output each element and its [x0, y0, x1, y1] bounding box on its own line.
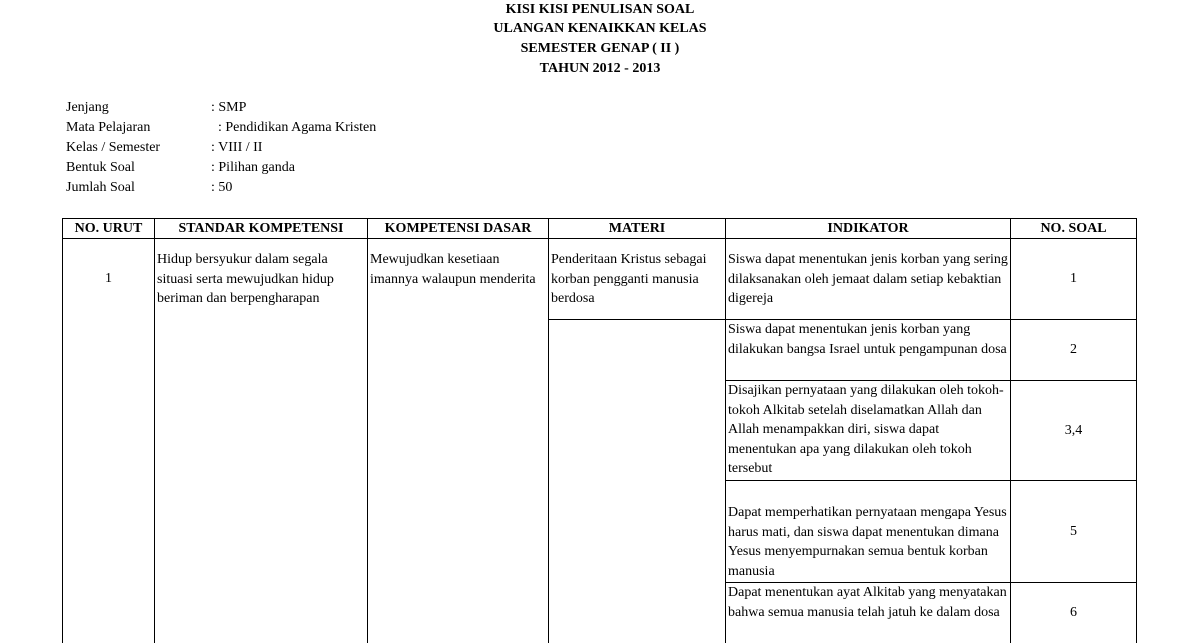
- cell-indikator: Siswa dapat menentukan jenis korban yang dilakukan bangsa Israel untuk pengampunan dosa: [726, 320, 1011, 381]
- info-value: : 50: [211, 180, 233, 195]
- info-label: Mata Pelajaran: [66, 120, 151, 135]
- info-value: : VIII / II: [211, 140, 263, 155]
- table-header-row: [63, 219, 1137, 239]
- info-label: Jumlah Soal: [66, 180, 135, 195]
- cell-no-soal: 5: [1011, 481, 1137, 583]
- info-value: : Pendidikan Agama Kristen: [218, 120, 377, 135]
- title-line-3: SEMESTER GENAP ( II ): [520, 41, 680, 56]
- header-kompetensi-dasar: KOMPETENSI DASAR: [368, 219, 549, 239]
- cell-no-soal: 2: [1011, 320, 1137, 381]
- cell-materi-empty: [549, 320, 726, 643]
- cell-no-urut: 1: [63, 239, 155, 643]
- info-value: : SMP: [211, 100, 247, 115]
- table-row: [63, 239, 1137, 320]
- header-no-soal: NO. SOAL: [1011, 219, 1137, 239]
- cell-no-soal: 6: [1011, 583, 1137, 643]
- cell-no-soal: 3,4: [1011, 381, 1137, 481]
- cell-indikator: Siswa dapat menentukan jenis korban yang sering dilaksanakan oleh jemaat dalam setiap kebaktian digereja: [726, 239, 1011, 320]
- cell-indikator: Disajikan pernyataan yang dilakukan oleh tokoh-tokoh Alkitab setelah diselamatkan Allah dan Allah menampakkan diri, siswa dapat menentukan apa yang dilakukan oleh tokoh tersebut: [726, 381, 1011, 481]
- info-label: Jenjang: [66, 100, 109, 115]
- header-no-urut: NO. URUT: [63, 219, 155, 239]
- cell-no-soal: 1: [1011, 239, 1137, 320]
- header-standar-kompetensi: STANDAR KOMPETENSI: [155, 219, 368, 239]
- title-line-1: KISI KISI PENULISAN SOAL: [505, 2, 695, 17]
- header-materi: MATERI: [549, 219, 726, 239]
- title-line-2: ULANGAN KENAIKKAN KELAS: [493, 21, 707, 36]
- info-label: Bentuk Soal: [66, 160, 135, 175]
- header-indikator: INDIKATOR: [726, 219, 1011, 239]
- info-value: : Pilihan ganda: [211, 160, 295, 175]
- cell-standar-kompetensi: Hidup bersyukur dalam segala situasi serta mewujudkan hidup beriman dan berpengharapan: [155, 239, 368, 643]
- cell-indikator: Dapat memperhatikan pernyataan mengapa Yesus harus mati, dan siswa dapat menentukan dimana Yesus menyempurnakan semua bentuk korban manusia: [726, 481, 1011, 583]
- title-line-4: TAHUN 2012 - 2013: [539, 61, 661, 76]
- cell-indikator: Dapat menentukan ayat Alkitab yang menyatakan bahwa semua manusia telah jatuh ke dalam dosa: [726, 583, 1011, 643]
- kisi-table: [62, 218, 1137, 643]
- cell-kompetensi-dasar: Mewujudkan kesetiaan imannya walaupun menderita: [368, 239, 549, 643]
- cell-materi: Penderitaan Kristus sebagai korban pengganti manusia berdosa: [549, 239, 726, 320]
- info-label: Kelas / Semester: [66, 140, 161, 155]
